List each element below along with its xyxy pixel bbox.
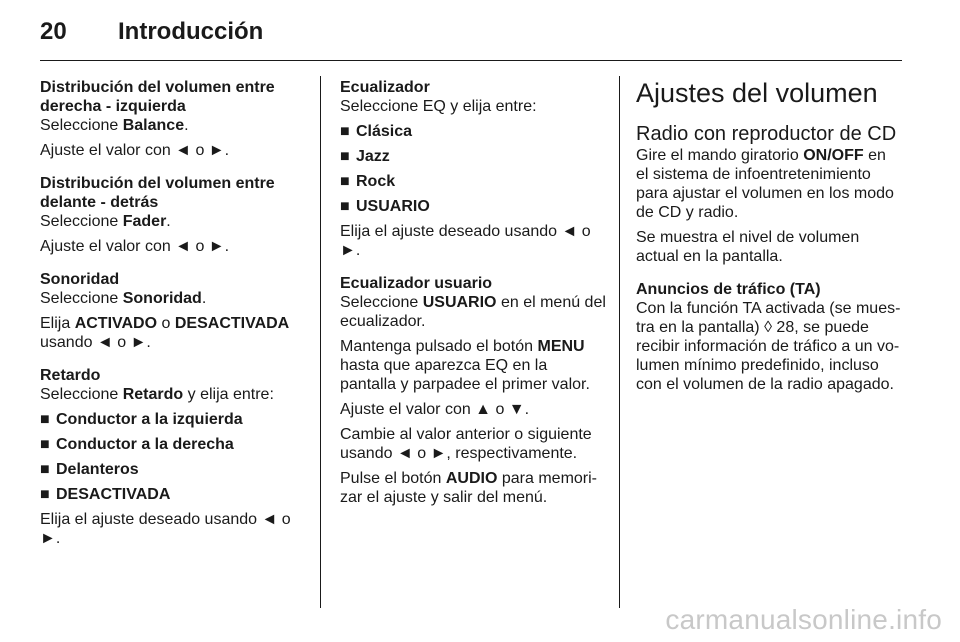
- audio-term: AUDIO: [445, 470, 498, 487]
- delay-term: Retardo: [122, 386, 184, 403]
- text: .: [184, 117, 189, 134]
- delay-heading: Retardo: [40, 367, 101, 384]
- list-item-label: Delanteros: [56, 461, 139, 478]
- text: Seleccione: [340, 294, 423, 311]
- on-off-term: ON/OFF: [803, 147, 864, 164]
- user-equalizer-heading: Ecualizador usuario: [340, 275, 493, 292]
- equalizer-select-text: Seleccione EQ y elija entre:: [340, 98, 537, 115]
- text: para memori-zar el ajuste y salir del menú.: [340, 470, 597, 506]
- loudness-select-text: [40, 289, 302, 308]
- balance-term: Balance: [122, 117, 185, 134]
- desactivada-term: DESACTIVADA: [174, 315, 290, 332]
- list-item: [340, 197, 606, 216]
- text: Mantenga pulsado el botón: [340, 338, 538, 355]
- bullet-icon: ■: [340, 198, 350, 215]
- usuario-term: USUARIO: [422, 294, 497, 311]
- traffic-text: Con la función TA activada (se mues-tra en la pantalla) ◊ 28, se puede recibir información de tráfico a un vo-lumen mínimo predefinido, incluso con el volumen de la radio apagado.: [636, 300, 901, 393]
- list-item-label: USUARIO: [356, 198, 430, 215]
- list-item: [340, 122, 606, 141]
- balance-heading: Distribución del volumen entre derecha - izquierda: [40, 79, 275, 115]
- list-item-label: Clásica: [356, 123, 413, 140]
- equalizer-adjust-text: Elija el ajuste deseado usando ◄ o ►.: [340, 223, 591, 259]
- traffic-heading: Anuncios de tráfico (TA): [636, 281, 821, 298]
- column-divider-right: [619, 76, 620, 608]
- list-item: [340, 172, 606, 191]
- section-title: Introducción: [118, 18, 264, 45]
- equalizer-heading: Ecualizador: [340, 79, 430, 96]
- volume-knob-text: [636, 146, 902, 222]
- column-3: [636, 78, 902, 394]
- header-rule: [40, 60, 902, 61]
- list-item-label: DESACTIVADA: [56, 486, 171, 503]
- bullet-icon: ■: [40, 486, 50, 503]
- loudness-heading: Sonoridad: [40, 271, 120, 288]
- text: o: [157, 315, 175, 332]
- delay-adjust-text: Elija el ajuste deseado usando ◄ o ►.: [40, 511, 291, 547]
- list-item: [340, 147, 606, 166]
- list-item: [40, 460, 302, 479]
- user-equalizer-select-text: [340, 293, 606, 331]
- watermark: carmanualsonline.info: [665, 604, 942, 635]
- column-divider-left: [320, 76, 321, 608]
- text: en el menú del ecualizador.: [340, 294, 606, 330]
- text: Gire el mando giratorio: [636, 147, 804, 164]
- page-number: 20: [40, 18, 67, 45]
- text: hasta que aparezca EQ en la pantalla y parpadee el primer valor.: [340, 357, 590, 393]
- audio-save-text: [340, 469, 606, 507]
- text: Elija: [40, 315, 75, 332]
- column-1: [40, 78, 302, 548]
- menu-hold-text: [340, 337, 606, 394]
- value-adjust-text: Ajuste el valor con ▲ o ▼.: [340, 401, 530, 418]
- list-item: [40, 410, 302, 429]
- bullet-icon: ■: [340, 123, 350, 140]
- loudness-term: Sonoridad: [122, 290, 202, 307]
- text: Seleccione: [40, 290, 123, 307]
- bullet-icon: ■: [340, 173, 350, 190]
- column-2: [340, 78, 606, 507]
- volume-title: Ajustes del volumen: [636, 78, 878, 108]
- list-item-label: Conductor a la izquierda: [56, 411, 243, 428]
- list-item-label: Jazz: [356, 148, 390, 165]
- loudness-choose-text: [40, 314, 302, 352]
- text: .: [201, 290, 207, 307]
- list-item: [40, 485, 302, 504]
- delay-select-text: [40, 385, 302, 404]
- fader-term: Fader: [122, 213, 167, 230]
- value-change-text: Cambie al valor anterior o siguiente usando ◄ o ►, respectivamente.: [340, 426, 592, 462]
- text: en el sistema de infoentretenimiento para ajustar el volumen en los modo de CD y radio.: [636, 147, 894, 221]
- text: Pulse el botón: [340, 470, 446, 487]
- fader-heading: Distribución del volumen entre delante - detrás: [40, 175, 275, 211]
- text: .: [166, 213, 171, 230]
- text: Seleccione: [40, 117, 123, 134]
- balance-select-text: [40, 116, 302, 135]
- activado-term: ACTIVADO: [74, 315, 158, 332]
- bullet-icon: ■: [40, 436, 50, 453]
- cd-radio-subtitle: Radio con reproductor de CD: [636, 123, 897, 145]
- text: usando ◄ o ►.: [40, 334, 151, 351]
- balance-adjust-text: Ajuste el valor con ◄ o ►.: [40, 142, 230, 159]
- fader-select-text: [40, 212, 302, 231]
- bullet-icon: ■: [40, 411, 50, 428]
- list-item-label: Conductor a la derecha: [56, 436, 234, 453]
- volume-display-text: Se muestra el nivel de volumen actual en la pantalla.: [636, 229, 860, 265]
- list-item-label: Rock: [356, 173, 396, 190]
- text: y elija entre:: [183, 386, 274, 403]
- text: Seleccione: [40, 213, 123, 230]
- fader-adjust-text: Ajuste el valor con ◄ o ►.: [40, 238, 230, 255]
- list-item: [40, 435, 302, 454]
- bullet-icon: ■: [40, 461, 50, 478]
- bullet-icon: ■: [340, 148, 350, 165]
- menu-term: MENU: [537, 338, 585, 355]
- text: Seleccione: [40, 386, 123, 403]
